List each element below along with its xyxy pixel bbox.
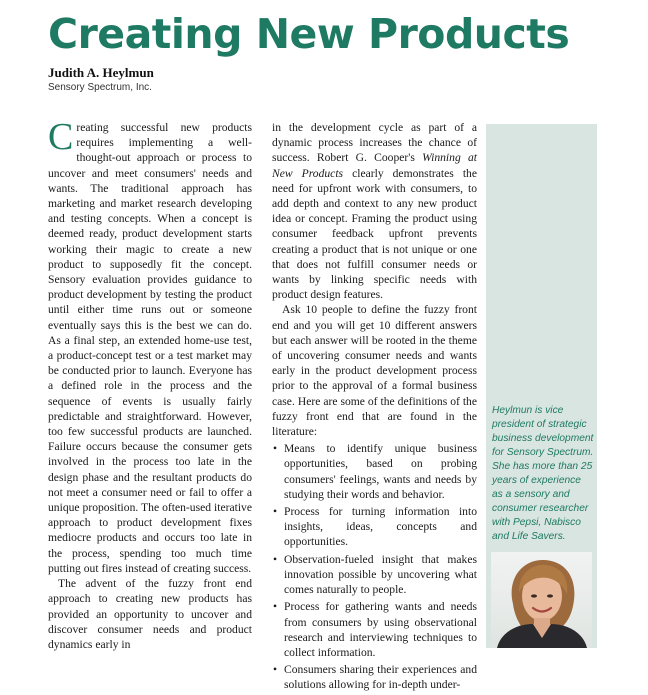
list-item: • Process for turning information into insights, ideas, concepts and opportunities. xyxy=(284,504,477,550)
article-title: Creating New Products xyxy=(48,10,570,58)
paragraph-text: in the development cycle as part of a dynamic process increases the chance of success. Robert G. Cooper's xyxy=(272,121,477,165)
list-item: • Observation-fueled insight that makes innovation possible by uncovering what comes naturally to people. xyxy=(284,552,477,598)
list-item: • Means to identify unique business opportunities, based on probing consumers' feelings, wants and needs by studying their words and behavior. xyxy=(284,441,477,502)
author-name: Judith A. Heylmun xyxy=(48,65,154,80)
paragraph-text: reating successful new products requires implementing a well-thought-out approach or process to uncover and meet consumers' needs and wants. The traditional approach has marketing and market research developing and testing concepts. When a concept is deemed ready, product development starts working their magic to create a new product to supposedly fit the concept. Sensory evaluation provides guidance to product development by testing the product until either time runs out or someone eventually says this is the best we can do. As a final step, an extended home-use test, a product-concept test or a test market may be conducted prior to launch. Everyone has a defined role in the process and the sequence of events is usually fairly predictable and straightforward. However, too few successful products are launched. Failure occurs because the consumer gets involved in the process too late in the design phase and the resultant products do not meet a consumer need or fail to offer a unique proposition. The often-used iterative approach to product development fixes mediocre products and occurs too late in the process, spending too much time putting out fires instead of creating success. xyxy=(48,121,252,575)
paragraph-text: clearly demonstrates the need for upfront work with consumers, to add depth and context to any new product idea or concept. Framing the product using consumer feedback upfront prevents creating a product that is not unique or one that does not fulfill consumer needs or wants by linking specific needs with product design features. xyxy=(272,166,477,302)
paragraph xyxy=(272,120,477,302)
list-item: • Process for gathering wants and needs from consumers by using observational research and interviewing techniques to collect information. xyxy=(284,599,477,660)
list-item: • Consumers sharing their experiences and solutions allowing for in-depth under- xyxy=(284,662,477,692)
body-column-2 xyxy=(272,120,477,695)
drop-cap: C xyxy=(48,116,74,158)
paragraph xyxy=(48,116,252,576)
author-bio: Heylmun is vice president of strategic business development for Sensory Spectrum. She has more than 25 years of experience as a sensory and consumer researcher with Pepsi, Nabisco and Life Savers. xyxy=(492,405,594,542)
body-column-1 xyxy=(48,116,252,652)
definition-list xyxy=(272,441,477,692)
paragraph: The advent of the fuzzy front end approach to creating new products has provided an opportunity to uncover and discover consumer needs and product dynamics early in xyxy=(48,577,252,651)
paragraph: Ask 10 people to define the fuzzy front end and you will get 10 different answers but each answer will be rooted in the theme of uncovering consumer needs and wants early in the product development process prior to the approval of a formal business case. Here are some of the definitions of the fuzzy front end that are found in the literature: xyxy=(272,303,477,439)
author-photo xyxy=(491,552,592,648)
author-portrait-image xyxy=(491,552,592,648)
author-affiliation: Sensory Spectrum, Inc. xyxy=(48,82,152,93)
book-title: Winning at New Products xyxy=(272,151,477,180)
